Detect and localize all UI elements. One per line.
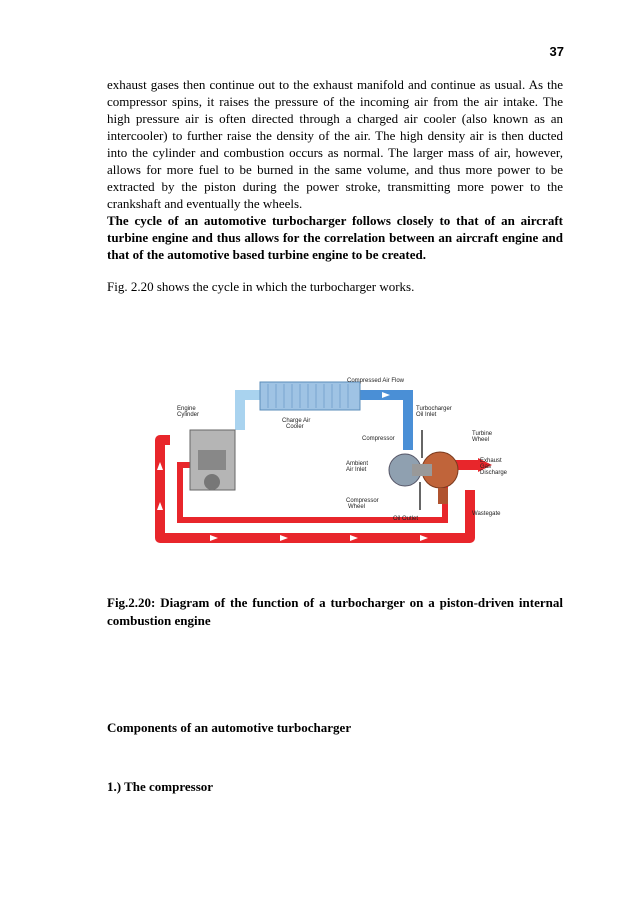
diagram-svg [150, 370, 520, 550]
wastegate [438, 488, 448, 504]
label-turbocharger-oil-inlet: Turbocharger Oil Inlet [416, 406, 452, 418]
bold-paragraph: The cycle of an automotive turbocharger follows closely to that of an aircraft turbine engine and thus allows for the correlation between an aircraft engine and that of the automotive based turbine engine to be created. [107, 213, 563, 262]
figure-caption: Fig.2.20: Diagram of the function of a turbocharger on a piston-driven internal combustion engine [107, 595, 563, 628]
turbocharger-diagram [150, 370, 520, 550]
cold-air-pipe [240, 395, 260, 430]
label-compressor-wheel: Compressor Wheel [346, 498, 379, 510]
label-compressed-air-flow: Compressed Air Flow [347, 378, 405, 384]
crank [204, 474, 220, 490]
label-oil-outlet: Oil Outlet [393, 516, 419, 522]
label-compressor: Compressor [362, 436, 395, 442]
piston [198, 450, 226, 470]
label-wastegate: Wastegate [472, 511, 501, 517]
label-engine-cylinder: Engine Cylinder [177, 406, 200, 418]
label-charge-air-cooler: Charge Air Cooler [282, 418, 311, 430]
subsection-heading: 1.) The compressor [107, 779, 214, 794]
label-ambient-air-inlet: Ambient Air Inlet [346, 461, 369, 473]
turbo-shaft [412, 464, 432, 476]
charge-air-cooler [260, 382, 360, 410]
figure-reference: Fig. 2.20 shows the cycle in which the turbocharger works. [107, 279, 415, 294]
paragraph: exhaust gases then continue out to the exhaust manifold and continue as usual. As the compressor spins, it raises the pressure of the incoming air from the air intake. The high pressure air is often directed through a charged air cooler (also known as an intercooler) to further raise the density of the air. The high density air is then ducted into the cylinder and combustion occurs as normal. The larger mass of air, however, allows for more fuel to be burned in the same volume, and thus more power to be extracted by the piston during the power stroke, transmitting more power to the crankshaft and eventually the wheels. [107, 77, 563, 211]
section-heading: Components of an automotive turbocharger [107, 720, 352, 735]
label-turbine-wheel: Turbine Wheel [472, 431, 493, 443]
body-text [107, 76, 563, 263]
label-exhaust-gas-discharge: Exhaust Gas Discharge [480, 458, 508, 476]
page-number: 37 [549, 44, 564, 59]
